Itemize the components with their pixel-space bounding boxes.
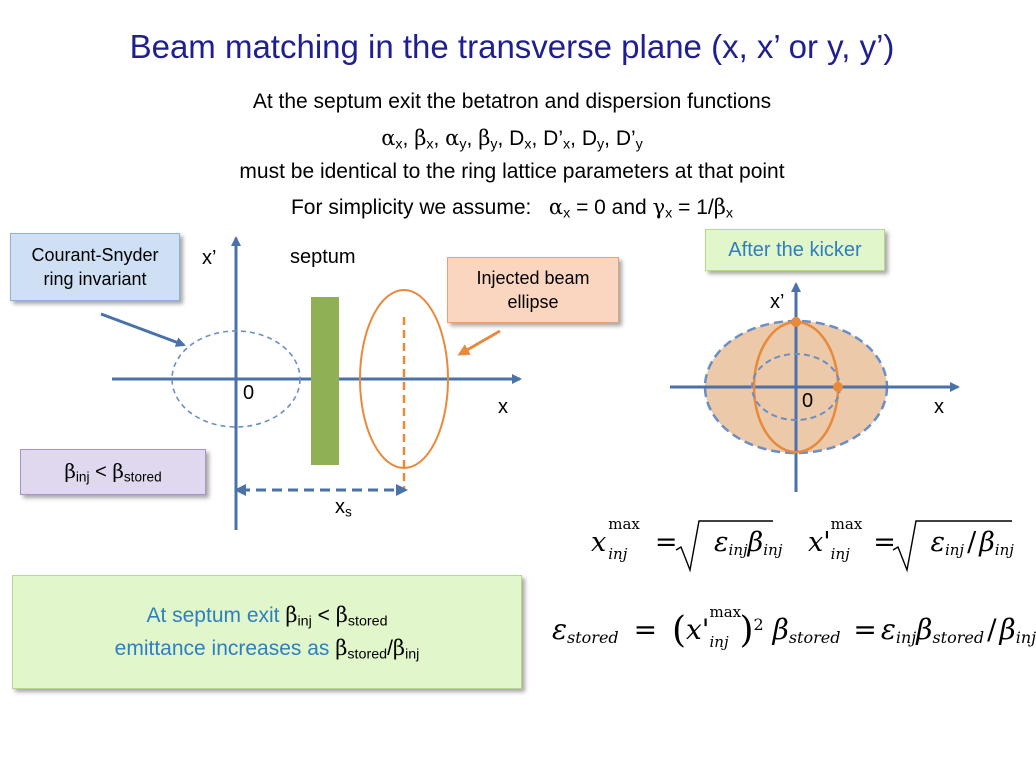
beta-comparison-callout: $\beta_{inj} < \beta_{stored}$ [20, 449, 206, 495]
xs-label: $x_s$ [335, 496, 352, 520]
injected-beam-callout: Injected beam ellipse [447, 257, 619, 323]
left-origin-label: 0 [243, 382, 255, 404]
right-x-label: x [934, 396, 944, 418]
right-origin-label: 0 [802, 390, 814, 412]
injected-beam-pointer [460, 331, 500, 354]
courant-snyder-pointer [101, 314, 184, 345]
after-kicker-callout: After the kicker [705, 229, 885, 271]
intro-line-1: At the septum exit the betatron and dispersion functions [252, 90, 772, 113]
intro-line-2-parameters: $\alpha_x$, $\beta_x$, $\alpha_y$, $\beta_y$, $D_x$, $D’_x$, $D_y$, $D’_y$ [381, 126, 643, 153]
courant-snyder-callout: Courant-Snyder ring invariant [10, 233, 180, 301]
septum-exit-line-1: At septum exit $\beta_{inj} < \beta_{stored}$ [146, 602, 388, 630]
septum-label: septum [290, 246, 356, 268]
formula-stored-emittance: $\varepsilon_{stored} = (x'$ max inj )$^2$ $\beta_{stored} = \varepsilon_{inj}\beta_{stored} / \beta_{inj}$ [552, 603, 1036, 651]
left-x-label: x [498, 396, 508, 418]
left-x-prime-label: x’ [202, 247, 217, 269]
intro-line-4-assumption: For simplicity we assume: $\alpha_x = 0$ and $\gamma_x = 1/\beta_x$ [290, 195, 734, 222]
right-x-prime-label: x’ [770, 291, 785, 313]
intro-line-3: must be identical to the ring lattice parameters at that point [239, 160, 785, 183]
page-title: Beam matching in the transverse plane (x, x’ or y, y’) [129, 28, 895, 65]
formula-x-inj-max: x max inj = $\varepsilon_{inj}\beta_{inj}$ [591, 515, 783, 563]
septum-exit-note [12, 575, 522, 689]
top-point-marker [791, 317, 801, 327]
septum-exit-line-2: emittance increases as $\beta_{stored}/\beta_{inj}$ [114, 636, 420, 663]
septum-bar [311, 297, 339, 465]
side-point-marker [833, 382, 843, 392]
formula-xprime-inj-max: x' max inj = $\varepsilon_{inj} / \beta_{inj}$ [808, 515, 1014, 563]
